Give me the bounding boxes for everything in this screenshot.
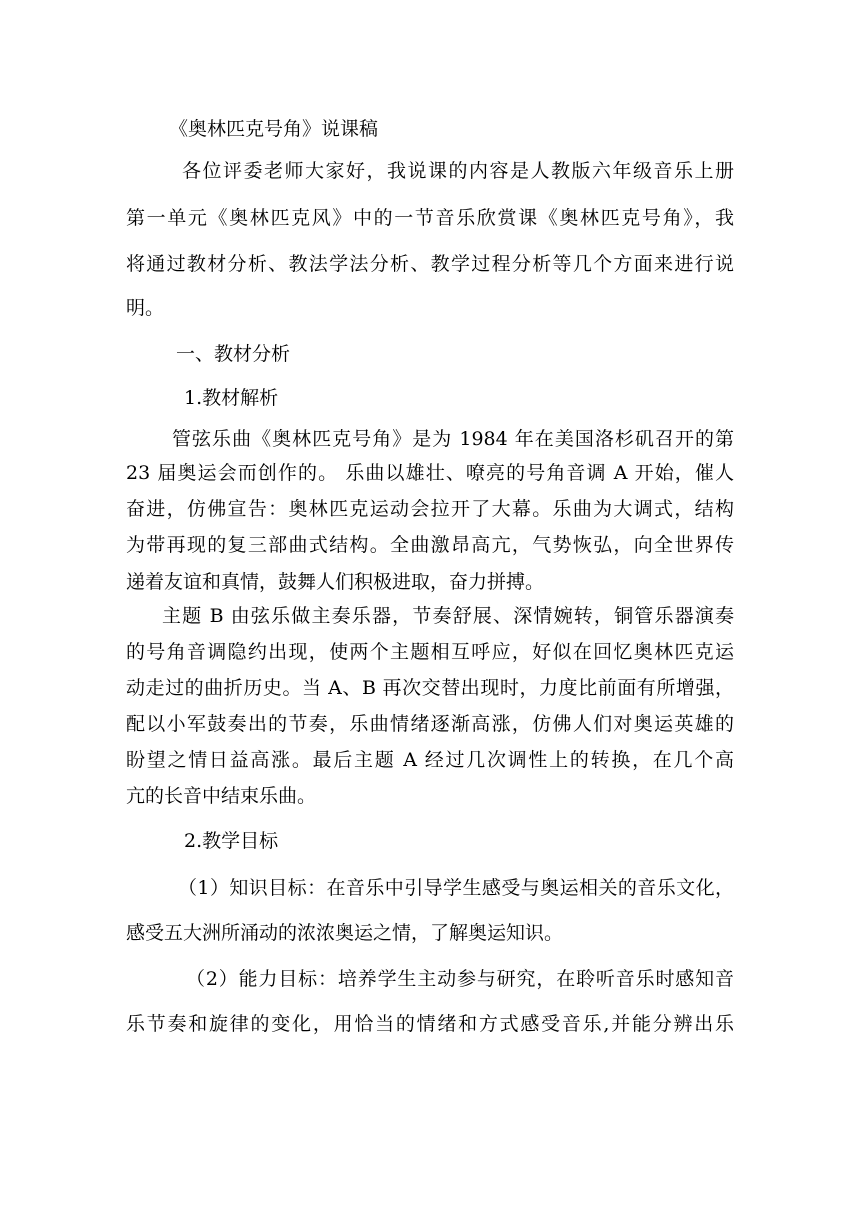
- paragraph-line: 将通过教材分析、教法学法分析、教学过程分析等几个方面来进行说: [126, 253, 734, 275]
- paragraph-line: 乐节奏和旋律的变化，用恰当的情绪和方式感受音乐,并能分辨出乐: [126, 1013, 734, 1035]
- paragraph-line: 递着友谊和真情，鼓舞人们积极进取，奋力拼搏。: [126, 571, 545, 593]
- document-title: 《奥林匹克号角》说课稿: [169, 118, 379, 140]
- paragraph-line: （1）知识目标：在音乐中引导学生感受与奥运相关的音乐文化，: [178, 877, 734, 899]
- paragraph-line: 为带再现的复三部曲式结构。全曲激昂高亢，气势恢弘，向全世界传: [126, 534, 734, 556]
- paragraph-line: 各位评委老师大家好，我说课的内容是人教版六年级音乐上册: [182, 160, 734, 182]
- paragraph-line: 盼望之情日益高涨。最后主题 A 经过几次调性上的转换，在几个高: [126, 749, 734, 771]
- paragraph-line: 奋进，仿佛宣告：奥林匹克运动会拉开了大幕。乐曲为大调式，结构: [126, 498, 734, 520]
- paragraph-line: 亢的长音中结束乐曲。: [126, 785, 317, 807]
- paragraph-line: 配以小军鼓奏出的节奏，乐曲情绪逐渐高涨，仿佛人们对奥运英雄的: [126, 713, 734, 735]
- paragraph-line: 23 届奥运会而创作的。 乐曲以雄壮、嘹亮的号角音调 A 开始，催人: [126, 462, 734, 484]
- paragraph-line: 第一单元《奥林匹克风》中的一节音乐欣赏课《奥林匹克号角》，我: [126, 207, 734, 229]
- paragraph-line: 感受五大洲所涌动的浓浓奥运之情，了解奥运知识。: [126, 922, 564, 944]
- paragraph-line: 动走过的曲折历史。当 A、B 再次交替出现时，力度比前面有所增强，: [126, 677, 734, 699]
- paragraph-line: 管弦乐曲《奥林匹克号角》是为 1984 年在美国洛杉矶召开的第: [172, 428, 734, 450]
- paragraph-line: 的号角音调隐约出现，使两个主题相互呼应，好似在回忆奥林匹克运: [126, 641, 734, 663]
- subsection-heading: 2.教学目标: [184, 830, 279, 852]
- paragraph-line: （2）能力目标：培养学生主动参与研究，在聆听音乐时感知音: [186, 968, 734, 990]
- section-heading: 一、教材分析: [176, 343, 291, 365]
- paragraph-line: 主题 B 由弦乐做主奏乐器，节奏舒展、深情婉转，铜管乐器演奏: [162, 605, 734, 627]
- paragraph-line: 明。: [126, 297, 165, 319]
- subsection-heading: 1.教材解析: [184, 387, 279, 409]
